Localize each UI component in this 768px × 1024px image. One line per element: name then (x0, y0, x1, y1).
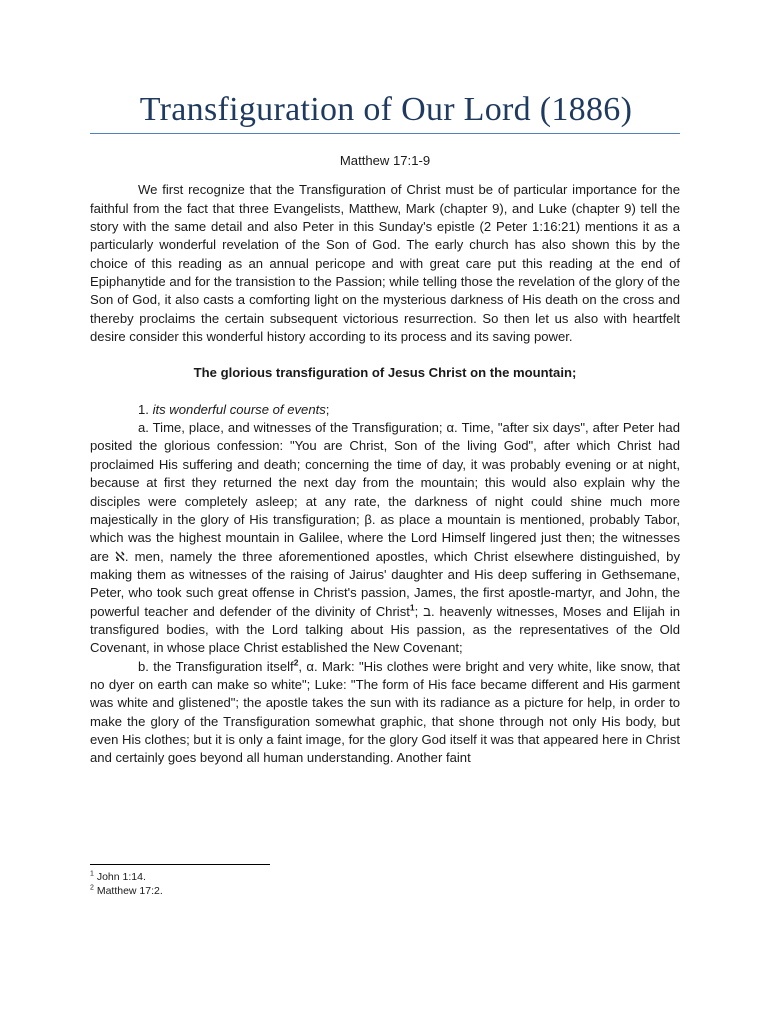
footnote-ref-2[interactable]: 2 (293, 657, 299, 668)
intro-paragraph: We first recognize that the Transfiguration of Christ must be of particular importance for the faithful from the fact that three Evangelists, Matthew, Mark (chapter 9), and Luke (chapter 9) tell the story with the same detail and also Peter in this Sunday's epistle (2 Peter 1:16:21) mentions it as a particularly wonderful revelation of the Son of God. The early church has also shown this by the choice of this reading as an annual pericope and with great care put this reading at the end of Epiphanytide and for the transistion to the Passion; while telling those the revelation of the glory of the Son of God, it also casts a comforting light on the mysterious darkness of His death on the cross and thereby proclaims the certain subsequent victorious resurrection. So then let us also with heartfelt desire consider this wonderful history according to its process and its saving power. (90, 182, 680, 345)
footnote-1 (90, 870, 163, 884)
footnote-text: Matthew 17:2. (96, 885, 163, 897)
footnotes (90, 870, 163, 898)
point-1-number: 1. (138, 401, 149, 417)
point-1-title: its wonderful course of events (152, 401, 326, 417)
footnote-ref-1[interactable]: 1 (409, 602, 415, 613)
point-a-paragraph (90, 419, 680, 657)
point-b-rest: , α. Mark: "His clothes were bright and very white, like snow, that no dyer on earth can make so white"; Luke: "The form of His face became different and His garment was white and glistened"; the apostle takes the sun with its radiance as a picture for help, in order to make the glory of the Transfiguration somewhat graphic, that shone through not only His body, but even His clothes; but it is only a faint image, for the glory God itself it was that appeared here in Christ and certainly goes beyond all human understanding. Another faint (90, 658, 681, 766)
spacer (90, 383, 680, 401)
page-title: Transfiguration of Our Lord (1886) (139, 91, 633, 128)
title-underline (90, 133, 680, 134)
point-a-tail: ; ב. heavenly witnesses, Moses and Elijah in transfigured bodies, with the Lord talking about His passion, as the representatives of the Old Covenant, in whose place Christ established the New Covenant; (90, 603, 681, 656)
footnote-text: John 1:14. (96, 871, 146, 883)
footnote-marker: 1 (90, 870, 94, 878)
footnote-separator (90, 864, 270, 865)
point-1 (90, 401, 680, 419)
footnote-2 (90, 884, 163, 898)
point-b-start: b. the Transfiguration itself (138, 658, 294, 674)
spacer (90, 346, 680, 364)
document-body (90, 152, 680, 768)
scripture-reference: Matthew 17:1-9 (339, 153, 431, 168)
point-b-paragraph (90, 658, 680, 768)
section-heading: The glorious transfiguration of Jesus Christ on the mountain; (193, 365, 577, 381)
point-a-text: a. Time, place, and witnesses of the Transfiguration; α. Time, "after six days", after Peter had posited the glorious confession: "You are Christ, Son of the living God", after which Christ had proclaimed His suffering and death; concerning the time of day, it was probably evening or at night, because at first they returned the next day from the mountain; this would also explain why the disciples were completely asleep; at any rate, the darkness of night could shine much more majestically in the glory of His transfiguration; β. as place a mountain is mentioned, probably Tabor, which was the highest mountain in Galilee, where the Lord Himself lingered just then; the witnesses are ℵ. men, namely the three aforementioned apostles, which Christ elsewhere distinguished, by making them as witnesses of the raising of Jairus' daughter and His deep suffering in Gethsemane, Peter, who took such great offense in Christ's passion, James, the first apostle-martyr, and John, the powerful teacher and defender of the divinity of Christ (90, 420, 680, 619)
footnote-marker: 2 (90, 884, 94, 892)
point-1-punctuation: ; (325, 401, 330, 417)
